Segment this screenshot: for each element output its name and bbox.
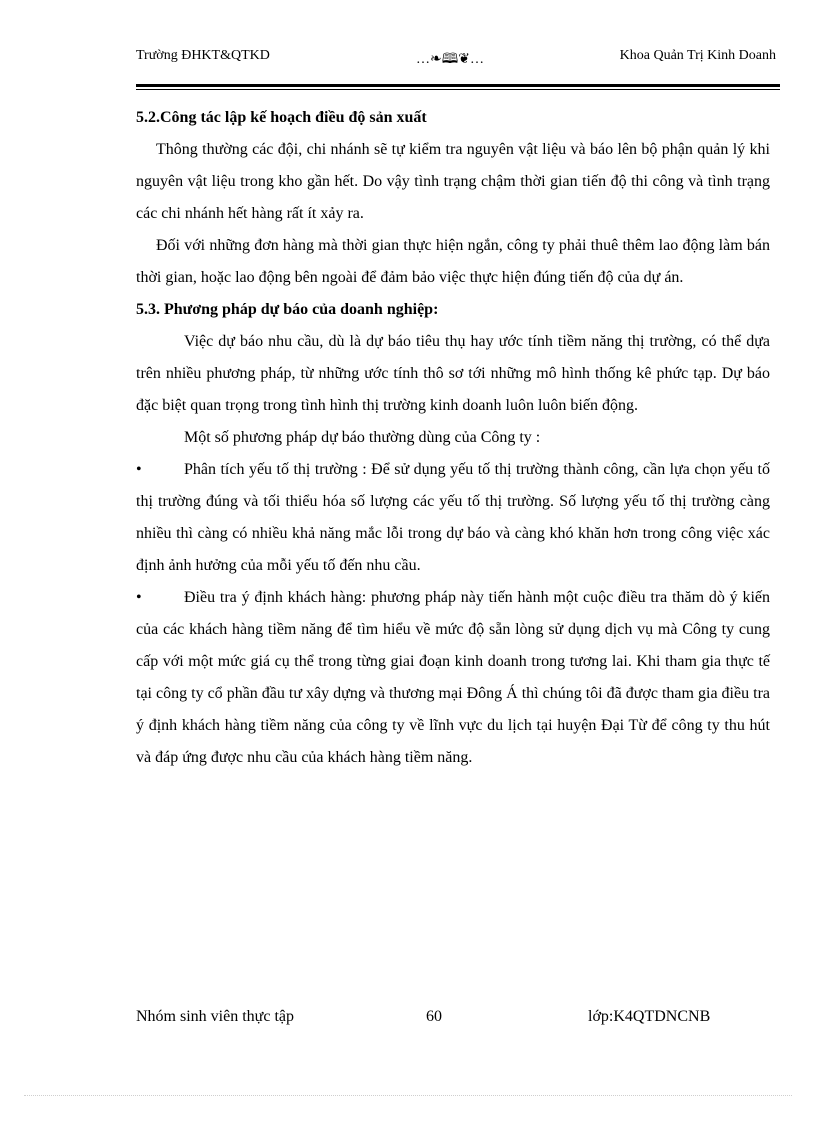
paragraph: Việc dự báo nhu cầu, dù là dự báo tiêu thụ hay ước tính tiềm năng thị trường, có thể dựa trên nhiều phương pháp, từ những ước tính thô sơ tới những mô hình thống kê phức tạp. Dự báo đặc biệt quan trọng trong tình hình thị trường kinh doanh luôn luôn biến động. <box>136 333 770 414</box>
header-school: Trường ĐHKT&QTKD <box>136 48 270 63</box>
header-faculty: Khoa Quản Trị Kinh Doanh <box>619 48 776 63</box>
bullet-text: Điều tra ý định khách hàng: phương pháp này tiến hành một cuộc điều tra thăm dò ý kiến của các khách hàng tiềm năng để tìm hiểu về mức độ sẵn lòng sử dụng dịch vụ mà Công ty cung cấp với một mức giá cụ thể trong từng giai đoạn kinh doanh trong tương lai. Khi tham gia thực tế tại công ty cổ phần đầu tư xây dựng và thương mại Đông Á thì chúng tôi đã được tham gia điều tra ý định khách hàng tiềm năng của công ty về lĩnh vực du lịch tại huyện Đại Từ để công ty thu hút và đáp ứng được nhu cầu của khách hàng tiềm năng. <box>136 589 770 766</box>
header-ornament: …❧🕮❦… <box>416 52 484 67</box>
page-body <box>136 102 770 774</box>
page-footer <box>136 1008 736 1038</box>
section-heading-5-2: 5.2.Công tác lập kế hoạch điều độ sản xuất <box>136 109 427 126</box>
paragraph: Đối với những đơn hàng mà thời gian thực hiện ngắn, công ty phải thuê thêm lao động làm bán thời gian, hoặc lao động bên ngoài để đảm bảo việc thực hiện đúng tiến độ của dự án. <box>136 237 770 286</box>
paragraph: Một số phương pháp dự báo thường dùng của Công ty : <box>184 429 541 446</box>
bullet-text: Phân tích yếu tố thị trường : Để sử dụng yếu tố thị trường thành công, cần lựa chọn yếu tố thị trường đúng và tối thiểu hóa số lượng các yếu tố thị trường. Số lượng yếu tố thị trường càng nhiều thì càng có nhiều khả năng mắc lỗi trong dự báo và càng khó khăn hơn trong công việc xác định ảnh hưởng của mỗi yếu tố đến nhu cầu. <box>136 461 770 574</box>
page-bottom-divider <box>24 1095 792 1096</box>
header-rule-thin <box>136 89 780 90</box>
page-number: 60 <box>426 1008 442 1025</box>
header-rule-thick <box>136 84 780 87</box>
footer-group: Nhóm sinh viên thực tập <box>136 1008 294 1025</box>
bullet-item <box>136 582 770 774</box>
bullet-item <box>136 454 770 582</box>
section-heading-5-3: 5.3. Phương pháp dự báo của doanh nghiệp: <box>136 301 439 318</box>
page-header <box>136 48 776 72</box>
bullet-icon: • <box>136 589 142 606</box>
paragraph: Thông thường các đội, chi nhánh sẽ tự kiểm tra nguyên vật liệu và báo lên bộ phận quản lý khi nguyên vật liệu trong kho gần hết. Do vậy tình trạng chậm thời gian tiến độ thi công và tình trạng các chi nhánh hết hàng rất ít xảy ra. <box>136 141 770 222</box>
bullet-icon: • <box>136 461 142 478</box>
footer-class: lớp:K4QTDNCNB <box>588 1008 711 1025</box>
